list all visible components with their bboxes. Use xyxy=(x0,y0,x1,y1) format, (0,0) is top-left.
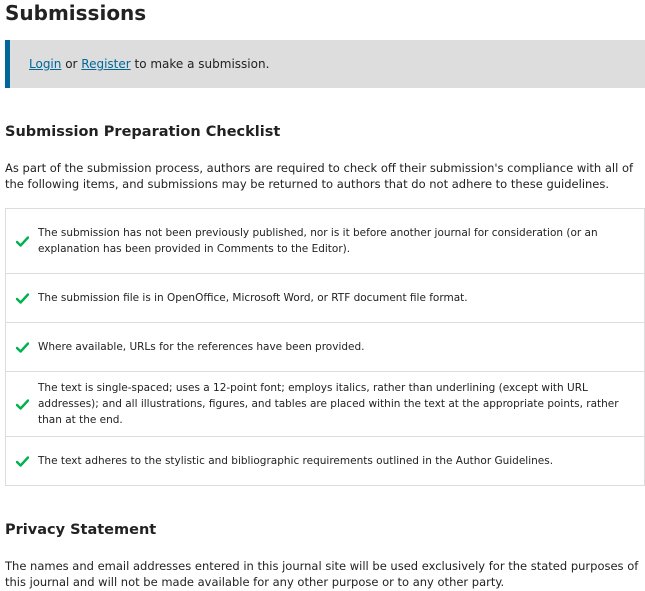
notice-suffix-text: to make a submission. xyxy=(130,57,270,71)
checklist xyxy=(5,208,645,486)
check-icon xyxy=(15,291,29,305)
register-link[interactable]: Register xyxy=(81,57,131,71)
privacy-heading: Privacy Statement xyxy=(5,522,157,538)
checklist-item xyxy=(6,323,644,372)
page-title: Submissions xyxy=(5,1,147,25)
login-notice xyxy=(5,40,645,88)
checklist-item xyxy=(6,372,644,437)
check-icon xyxy=(15,234,29,248)
checklist-item xyxy=(6,209,644,274)
check-icon xyxy=(15,340,29,354)
checklist-intro: As part of the submission process, authors are required to check off their submission's compliance with all of the following items, and submissions may be returned to authors that do not adhere to these guidelines. xyxy=(5,161,634,191)
checklist-item xyxy=(6,437,644,485)
checklist-item-text: The text is single-spaced; uses a 12-point font; employs italics, rather than underlining (except with URL addresses); and all illustrations, figures, and tables are placed within the text at the appropriate points, rather than at the end. xyxy=(38,382,619,426)
login-link[interactable]: Login xyxy=(29,57,62,71)
checklist-item-text: The submission has not been previously published, nor is it before another journal for consideration (or an explanation has been provided in Comments to the Editor). xyxy=(38,227,598,255)
privacy-text: The names and email addresses entered in this journal site will be used exclusively for the stated purposes of this journal and will not be made available for any other purpose or to any other party. xyxy=(5,559,639,589)
checklist-item-text: The submission file is in OpenOffice, Microsoft Word, or RTF document file format. xyxy=(38,292,468,304)
notice-or-text: or xyxy=(61,57,82,71)
check-icon xyxy=(15,454,29,468)
checklist-item-text: The text adheres to the stylistic and bibliographic requirements outlined in the Author Guidelines. xyxy=(38,455,554,467)
check-icon xyxy=(15,397,29,411)
checklist-item xyxy=(6,274,644,323)
checklist-item-text: Where available, URLs for the references have been provided. xyxy=(38,341,365,353)
checklist-heading: Submission Preparation Checklist xyxy=(5,124,281,140)
